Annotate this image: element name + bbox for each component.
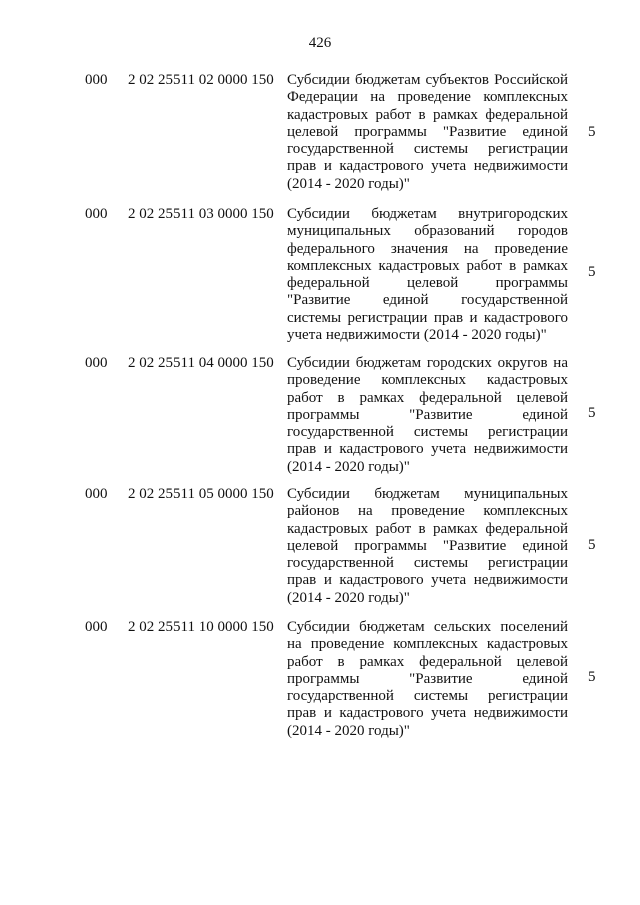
amount-value: 5 <box>588 537 596 553</box>
page-number: 426 <box>308 35 332 51</box>
income-description: Субсидии бюджетам субъектов Российской Федерации на проведение комплексных кадастровых работ в рамках федеральной целевой программы "Развитие единой государственной системы регистрации прав и кадастрового учета недвижимости (2014 - 2020 годы)" <box>287 72 568 192</box>
income-description: Субсидии бюджетам муниципальных районов на проведение комплексных кадастровых работ в рамках федеральной целевой программы "Развитие единой государственной системы регистрации прав и кадастрового учета недвижимости (2014 - 2020 годы)" <box>287 486 568 606</box>
budget-classification-code: 2 02 25511 10 0000 150 <box>128 619 274 635</box>
amount-value: 5 <box>588 405 596 421</box>
admin-code: 000 <box>85 206 108 222</box>
income-description: Субсидии бюджетам внутригородских муниципальных образований городов федерального значения на проведение комплексных кадастровых работ в рамках федеральной целевой программы "Развитие единой государственной системы регистрации прав и кадастрового учета недвижимости (2014 - 2020 годы)" <box>287 206 568 344</box>
admin-code: 000 <box>85 72 108 88</box>
amount-value: 5 <box>588 669 596 685</box>
income-description: Субсидии бюджетам сельских поселений на проведение комплексных кадастровых работ в рамках федеральной целевой программы "Развитие единой государственной системы регистрации прав и кадастрового учета недвижимости (2014 - 2020 годы)" <box>287 619 568 739</box>
budget-classification-code: 2 02 25511 04 0000 150 <box>128 355 274 371</box>
budget-classification-code: 2 02 25511 02 0000 150 <box>128 72 274 88</box>
budget-classification-code: 2 02 25511 03 0000 150 <box>128 206 274 222</box>
amount-value: 5 <box>588 124 596 140</box>
income-description: Субсидии бюджетам городских округов на проведение комплексных кадастровых работ в рамках федеральной целевой программы "Развитие единой государственной системы регистрации прав и кадастрового учета недвижимости (2014 - 2020 годы)" <box>287 355 568 475</box>
admin-code: 000 <box>85 486 108 502</box>
admin-code: 000 <box>85 619 108 635</box>
budget-classification-code: 2 02 25511 05 0000 150 <box>128 486 274 502</box>
admin-code: 000 <box>85 355 108 371</box>
amount-value: 5 <box>588 264 596 280</box>
